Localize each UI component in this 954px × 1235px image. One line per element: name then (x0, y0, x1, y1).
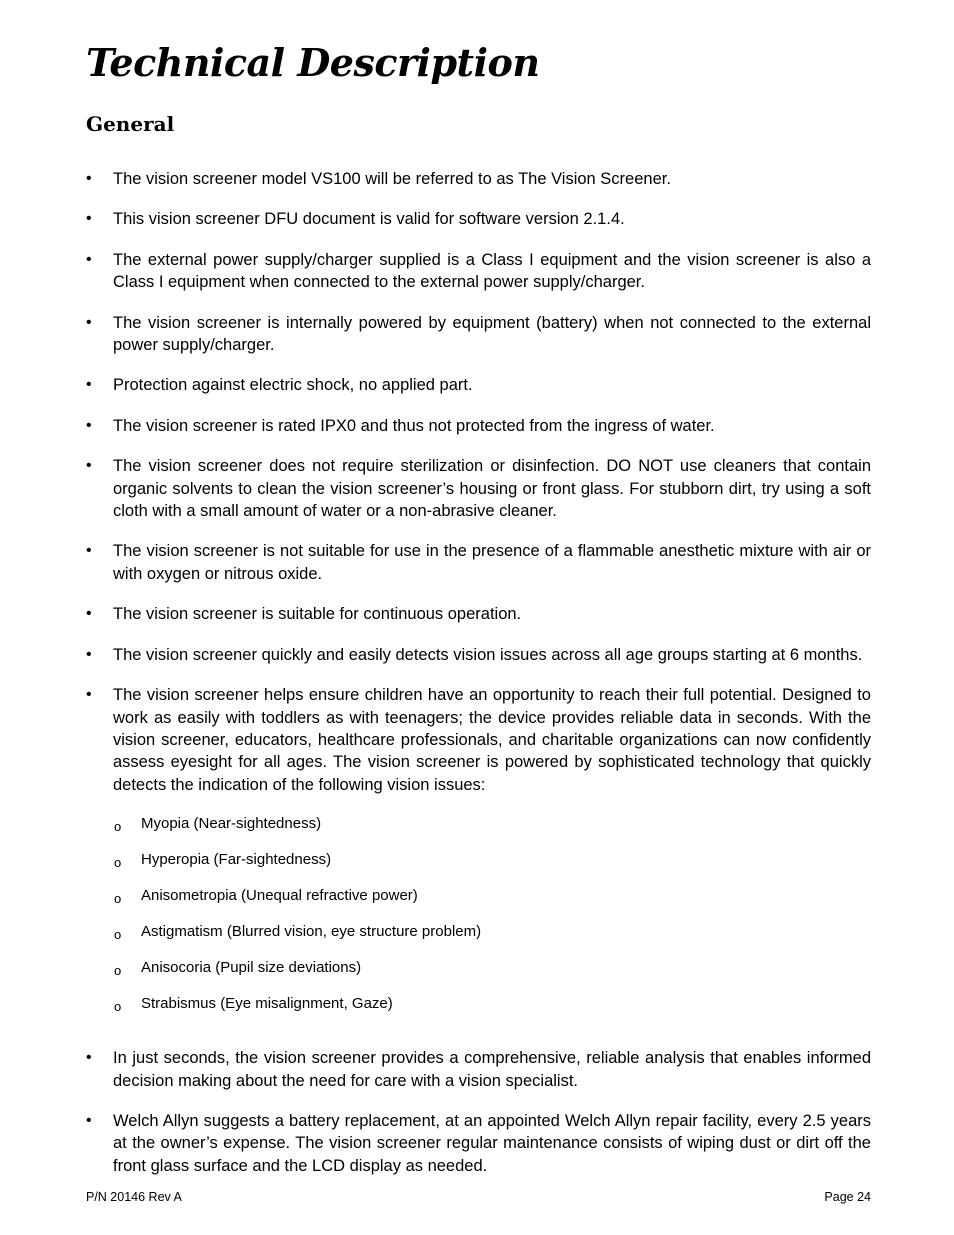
circle-bullet-icon: o (114, 891, 122, 907)
sub-list-item-text: Hyperopia (Far-sightedness) (141, 851, 332, 869)
circle-bullet-icon: o (114, 963, 122, 979)
bullet-icon: • (86, 416, 92, 434)
page-number: Page 24 (824, 1190, 871, 1204)
sub-list-item-text: Astigmatism (Blurred vision, eye structure problem) (141, 923, 482, 941)
circle-bullet-icon: o (114, 819, 122, 835)
bullet-icon: • (86, 250, 92, 268)
bullet-icon: • (86, 645, 92, 663)
list-item (86, 168, 871, 190)
bullet-icon: • (86, 1049, 92, 1067)
list-item-text: Welch Allyn suggests a battery replacement, at an appointed Welch Allyn repair facility, every 2.5 years at the owner’s expense. The vision screener regular maintenance consists of wiping dust or dirt off the front glass surface and the LCD display as needed. (113, 1111, 871, 1175)
list-item-text: The external power supply/charger supplied is a Class I equipment and the vision screener is also a Class I equipment when connected to the external power supply/charger. (113, 250, 871, 292)
list-item-text: The vision screener is suitable for continuous operation. (113, 605, 522, 624)
list-item (86, 312, 871, 357)
list-item-text: Protection against electric shock, no applied part. (113, 376, 473, 395)
list-item-text: The vision screener quickly and easily detects vision issues across all age groups starting at 6 months. (113, 645, 863, 664)
sub-list-item (113, 885, 871, 921)
list-item-text: The vision screener is rated IPX0 and thus not protected from the ingress of water. (113, 416, 715, 435)
list-item (86, 249, 871, 294)
list-item (86, 540, 871, 585)
list-item-text: The vision screener does not require sterilization or disinfection. DO NOT use cleaners that contain organic solvents to clean the vision screener’s housing or front glass. For stubborn dirt, try using a soft cloth with a small amount of water or a non-abrasive cleaner. (113, 457, 871, 521)
part-number: P/N 20146 Rev A (86, 1190, 182, 1204)
bullet-icon: • (86, 605, 92, 623)
list-item-text: This vision screener DFU document is valid for software version 2.1.4. (113, 210, 625, 229)
list-item-text: The vision screener is internally powered by equipment (battery) when not connected to the external power supply/charger. (113, 313, 871, 355)
list-item (86, 455, 871, 522)
list-item (86, 644, 871, 666)
list-item-text: The vision screener model VS100 will be referred to as The Vision Screener. (113, 170, 671, 188)
list-item (86, 415, 871, 437)
list-item (86, 1110, 871, 1177)
bullet-icon: • (86, 210, 92, 228)
list-item (86, 1047, 871, 1092)
list-item (86, 684, 871, 1029)
list-item (86, 603, 871, 625)
bullet-icon: • (86, 686, 92, 704)
bullet-icon: • (86, 542, 92, 560)
bullet-icon: • (86, 457, 92, 475)
sub-list-item-text: Anisometropia (Unequal refractive power) (141, 887, 418, 905)
bullet-icon: • (86, 170, 92, 187)
list-item-text: The vision screener is not suitable for use in the presence of a flammable anesthetic mixture with air or with oxygen or nitrous oxide. (113, 542, 871, 583)
list-item-text: In just seconds, the vision screener provides a comprehensive, reliable analysis that enables informed decision making about the need for care with a vision specialist. (113, 1049, 871, 1090)
circle-bullet-icon: o (114, 855, 122, 871)
section-heading: General (86, 112, 175, 136)
sub-list-item (113, 921, 871, 957)
page-title: Technical Description (86, 40, 540, 85)
circle-bullet-icon: o (114, 927, 122, 943)
sub-list-item (113, 813, 871, 849)
bullet-icon: • (86, 1111, 92, 1129)
bullet-icon: • (86, 376, 92, 394)
list-item-text: The vision screener helps ensure children have an opportunity to reach their full potential. Designed to work as easily with toddlers as with teenagers; the device provides reliable data in seconds. With the vision screener, educators, healthcare professionals, and charitable organizations can now confidently assess eyesight for all ages. The vision screener is powered by sophisticated technology that quickly detects the indication of the following vision issues: (113, 686, 871, 794)
list-item (86, 208, 871, 230)
sub-list-item (113, 957, 871, 993)
bullet-icon: • (86, 313, 92, 331)
circle-bullet-icon: o (114, 999, 122, 1015)
sub-list-item-text: Strabismus (Eye misalignment, Gaze) (141, 995, 393, 1013)
list-item (86, 374, 871, 396)
sub-list-item (113, 993, 871, 1029)
sub-list-item (113, 849, 871, 885)
bullet-list (86, 168, 871, 1195)
sub-list-item-text: Myopia (Near-sightedness) (141, 815, 322, 833)
vision-issues-list (113, 813, 871, 1029)
sub-list-item-text: Anisocoria (Pupil size deviations) (141, 959, 362, 977)
